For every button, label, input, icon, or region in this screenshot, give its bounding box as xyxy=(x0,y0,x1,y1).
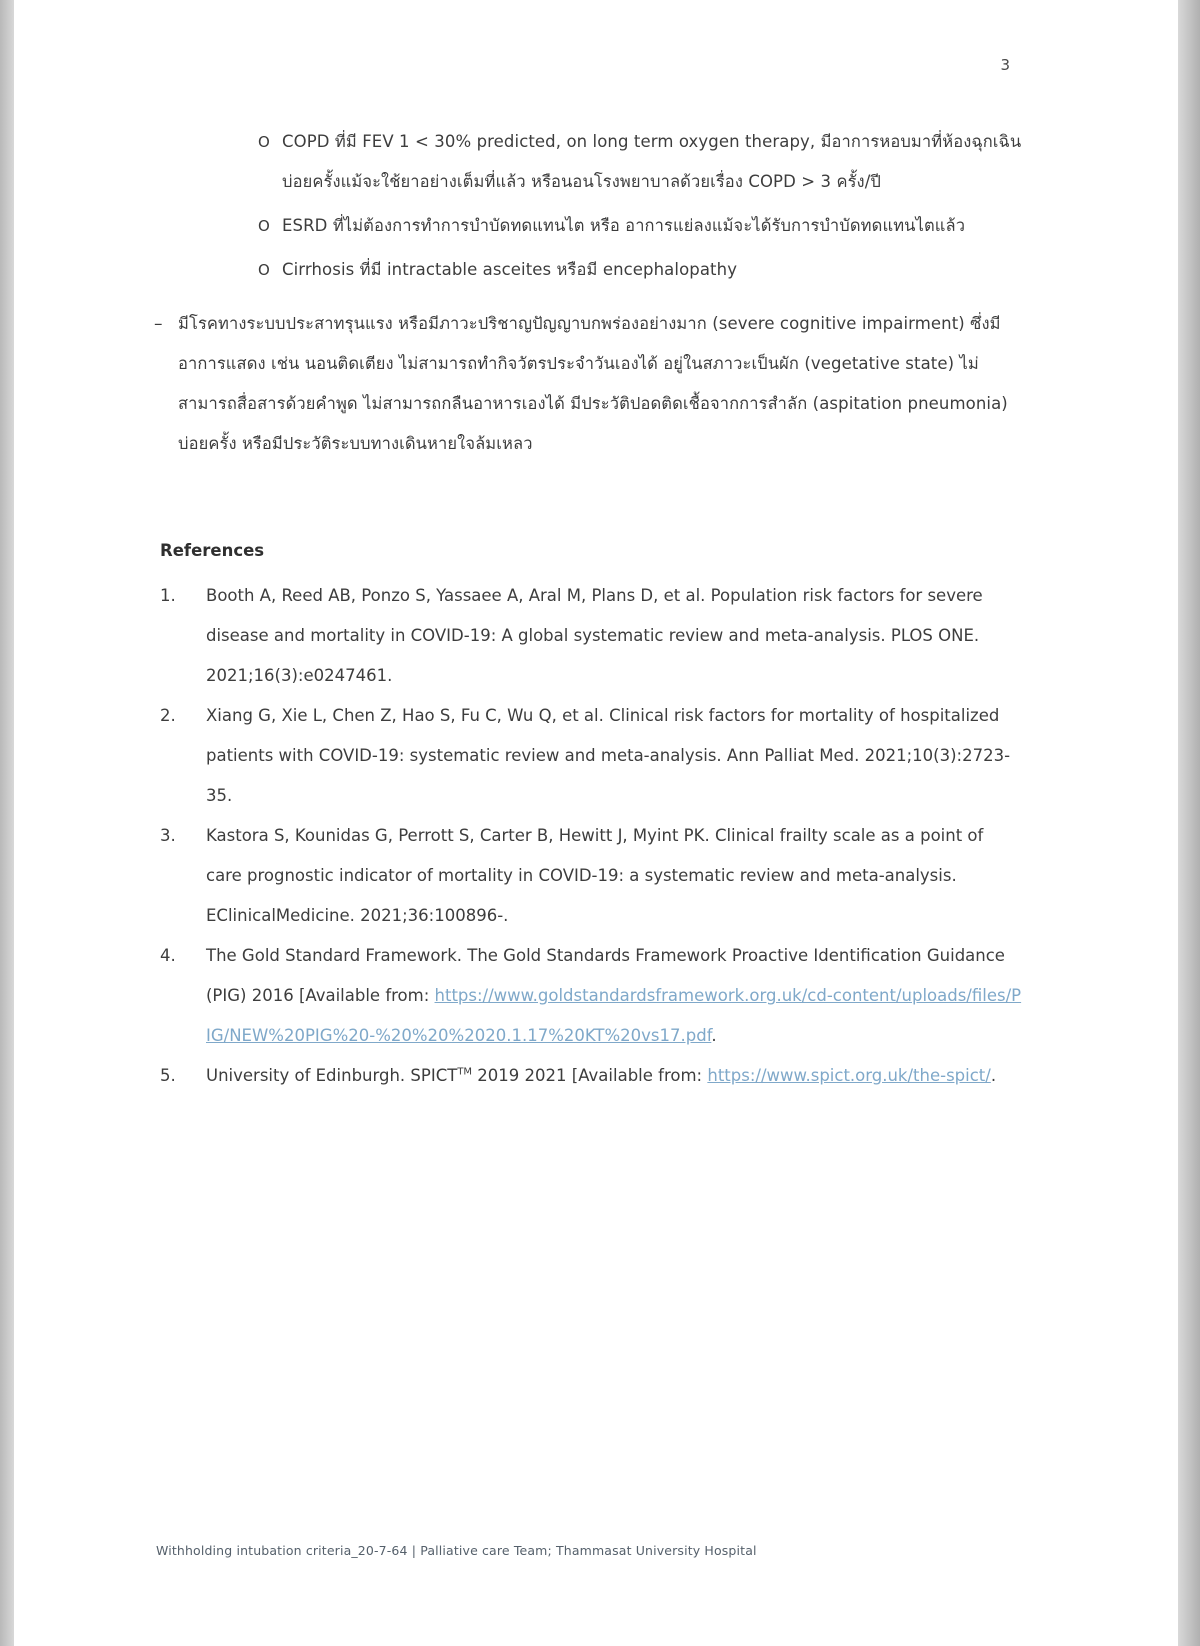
reference-text-tail: . xyxy=(990,1066,997,1085)
criteria-sub-list xyxy=(144,122,1024,464)
page-number: 3 xyxy=(1000,56,1010,74)
reference-item xyxy=(144,576,1024,696)
criteria-text: COPD ที่มี FEV 1 < 30% predicted, on long term oxygen therapy, มีอาการหอบมาที่ห้องฉุกเฉินบ่อยครั้งแม้จะใช้ยาอย่างเต็มที่แล้ว หรือนอนโรงพยาบาลด้วยเรื่อง COPD > 3 ครั้ง/ปี xyxy=(282,132,1022,191)
reference-item xyxy=(144,816,1024,936)
reference-number: 2. xyxy=(160,706,176,725)
list-item xyxy=(254,122,1024,202)
reference-number: 1. xyxy=(160,586,176,605)
reference-text-tail: . xyxy=(711,1026,717,1045)
reference-text: Xiang G, Xie L, Chen Z, Hao S, Fu C, Wu Q, et al. Clinical risk factors for mortality of hospitalized patients with COVID-19: systematic review and meta-analysis. Ann Palliat Med. 2021;10(3):2723-35. xyxy=(206,706,1011,805)
reference-number: 4. xyxy=(160,946,176,965)
reference-text-lead: University of Edinburgh. SPICT xyxy=(206,1066,458,1085)
criteria-text: ESRD ที่ไม่ต้องการทำการบำบัดทดแทนไต หรือ อาการแย่ลงแม้จะได้รับการบำบัดทดแทนไตแล้ว xyxy=(282,216,966,235)
circle-bullet-icon: O xyxy=(258,261,270,279)
reference-text: Booth A, Reed AB, Ponzo S, Yassaee A, Aral M, Plans D, et al. Population risk factors for severe disease and mortality in COVID-19: A global systematic review and meta-analysis. PLOS ONE. 2021;16(3):e0247461. xyxy=(206,586,983,685)
page-right-shadow xyxy=(1178,0,1200,1646)
page-footer: Withholding intubation criteria_20-7-64 | Palliative care Team; Thammasat University Hospital xyxy=(156,1543,757,1558)
criteria-text: มีโรคทางระบบประสาทรุนแรง หรือมีภาวะปริชาญปัญญาบกพร่องอย่างมาก (severe cognitive impairment) ซึ่งมีอาการแสดง เช่น นอนติดเตียง ไม่สามารถทำกิจวัตรประจำวันเองได้ อยู่ในสภาวะเป็นผัก (vegetative state) ไม่สามารถสื่อสารด้วยคำพูด ไม่สามารถกลืนอาหารเองได้ มีประวัติปอดติดเชื้อจากการสำลัก (aspitation pneumonia) บ่อยครั้ง หรือมีประวัติระบบทางเดินหายใจล้มเหลว xyxy=(178,314,1008,453)
reference-text: Kastora S, Kounidas G, Perrott S, Carter B, Hewitt J, Myint PK. Clinical frailty scale as a point of care prognostic indicator of mortality in COVID-19: a systematic review and meta-analysis. EClinicalMedicine. 2021;36:100896-. xyxy=(206,826,984,925)
circle-bullet-icon: O xyxy=(258,217,270,235)
references-list xyxy=(144,576,1024,1096)
references-heading: References xyxy=(160,541,265,560)
reference-text-mid: 2019 2021 [Available from: xyxy=(472,1066,708,1085)
trademark-superscript: TM xyxy=(457,1066,473,1078)
document-page xyxy=(14,0,1178,1646)
reference-item xyxy=(144,696,1024,816)
list-item xyxy=(254,250,1024,290)
page-left-shadow xyxy=(0,0,14,1646)
criteria-text: Cirrhosis ที่มี intractable asceites หรือมี encephalopathy xyxy=(282,260,738,279)
reference-item xyxy=(144,1056,1024,1096)
dash-bullet-icon: – xyxy=(154,314,163,334)
list-item xyxy=(254,206,1024,246)
reference-text xyxy=(206,1056,1024,1096)
document-content xyxy=(144,122,1024,1096)
reference-link[interactable]: https://www.spict.org.uk/the-spict/ xyxy=(707,1066,991,1085)
reference-number: 5. xyxy=(160,1066,176,1085)
list-item xyxy=(144,304,1024,464)
reference-link[interactable]: https://www.goldstandardsframework.org.uk/cd-content/uploads/files/PIG/NEW%20PIG%20-%20%20%2020.1.17%20KT%20vs17.pdf xyxy=(206,986,1022,1045)
reference-text-lead: The Gold Standard Framework. The Gold Standards Framework Proactive Identification Guidance (PIG) 2016 [Available from: xyxy=(206,946,1005,1005)
reference-number: 3. xyxy=(160,826,176,845)
reference-item xyxy=(144,936,1024,1056)
circle-bullet-icon: O xyxy=(258,133,270,151)
reference-text xyxy=(206,936,1024,1056)
